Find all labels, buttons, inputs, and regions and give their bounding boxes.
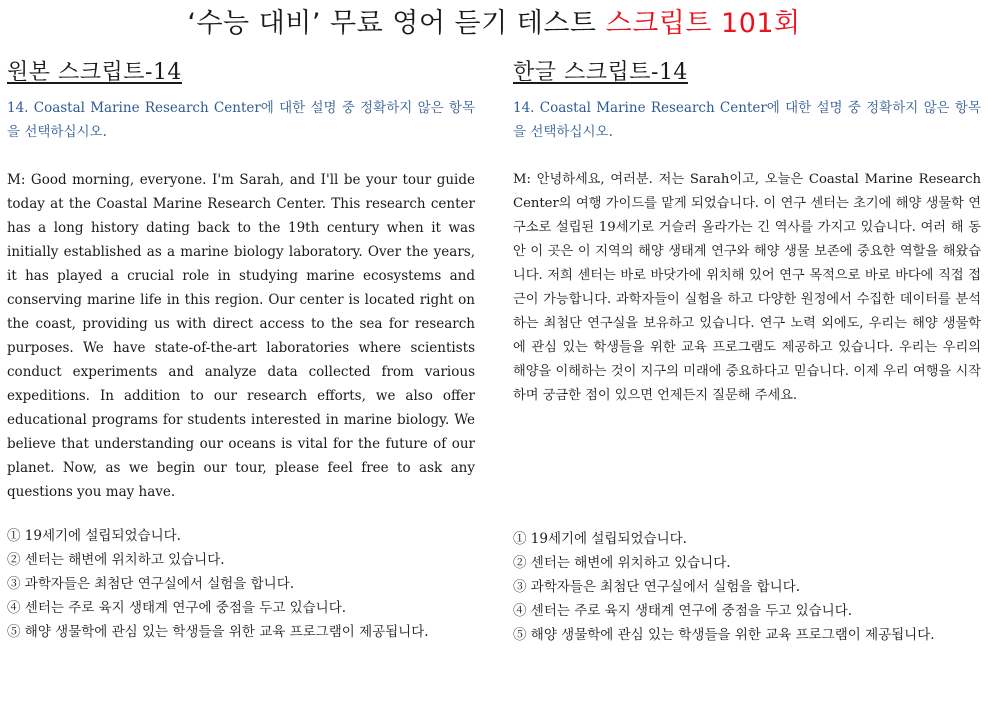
original-script-column [7, 58, 475, 644]
korean-option-4: ④ 센터는 주로 육지 생태계 연구에 중점을 두고 있습니다. [513, 603, 853, 619]
title-highlight: 스크립트 101회 [605, 8, 801, 39]
original-script-heading: 원본 스크립트-14 [7, 60, 182, 85]
original-option-3: ③ 과학자들은 최첨단 연구실에서 실험을 합니다. [7, 576, 295, 592]
korean-question: 14. Coastal Marine Research Center에 대한 설명 중 정확하지 않은 항목을 선택하십시오. [513, 100, 981, 140]
korean-option-1: ① 19세기에 설립되었습니다. [513, 531, 687, 547]
original-option-5: ⑤ 해양 생물학에 관심 있는 학생들을 위한 교육 프로그램이 제공됩니다. [7, 624, 429, 640]
korean-script-heading: 한글 스크립트-14 [513, 60, 688, 85]
korean-script-text: M: 안녕하세요, 여러분. 저는 Sarah이고, 오늘은 Coastal Marine Research Center의 여행 가이드를 맡게 되었습니다. 이 연구 센터는 초기에 해양 생물학 연구소로 설립된 19세기로 거슬러 올라가는 긴 역사를 가지고 있습니다. 여러 해 동안 이 곳은 이 지역의 해양 생태계 연구와 해양 생물 보존에 중요한 역할을 해왔습니다. 저희 센터는 바로 바닷가에 위치해 있어 연구 목적으로 바로 바다에 직접 접근이 가능합니다. 과학자들이 실험을 하고 다양한 원정에서 수집한 데이터를 분석하는 최첨단 연구실을 보유하고 있습니다. 연구 노력 외에도, 우리는 해양 생물학에 관심 있는 학생들을 위한 교육 프로그램도 제공하고 있습니다. 우리는 우리의 해양을 이해하는 것이 지구의 미래에 중요하다고 믿습니다. 이제 우리 여행을 시작하며 궁금한 점이 있으면 언제든지 질문해 주세요. [513, 172, 981, 403]
title-main: ‘수능 대비’ 무료 영어 듣기 테스트 [187, 8, 597, 39]
korean-option-5: ⑤ 해양 생물학에 관심 있는 학생들을 위한 교육 프로그램이 제공됩니다. [513, 627, 935, 643]
original-option-1: ① 19세기에 설립되었습니다. [7, 528, 181, 544]
korean-script-column [513, 58, 981, 643]
korean-option-2: ② 센터는 해변에 위치하고 있습니다. [513, 555, 731, 571]
korean-option-3: ③ 과학자들은 최첨단 연구실에서 실험을 합니다. [513, 579, 801, 595]
original-option-4: ④ 센터는 주로 육지 생태계 연구에 중점을 두고 있습니다. [7, 600, 347, 616]
original-option-2: ② 센터는 해변에 위치하고 있습니다. [7, 552, 225, 568]
korean-options-list [513, 527, 981, 647]
original-script-text: M: Good morning, everyone. I'm Sarah, and I'll be your tour guide today at the Coastal Marine Research Center. This research center has a long history dating back to the 19th century when it was initially established as a marine biology laboratory. Over the years, it has played a crucial role in studying marine ecosystems and conserving marine life in this region. Our center is located right on the coast, providing us with direct access to the sea for research purposes. We have state-of-the-art laboratories where scientists conduct experiments and analyze data collected from various expeditions. In addition to our research efforts, we also offer educational programs for students interested in marine biology. We believe that understanding our oceans is vital for the future of our planet. Now, as we begin our tour, please feel free to ask any questions you may have. [7, 172, 475, 500]
page-title [0, 6, 988, 42]
original-question: 14. Coastal Marine Research Center에 대한 설명 중 정확하지 않은 항목을 선택하십시오. [7, 100, 475, 140]
original-options-list [7, 524, 475, 644]
